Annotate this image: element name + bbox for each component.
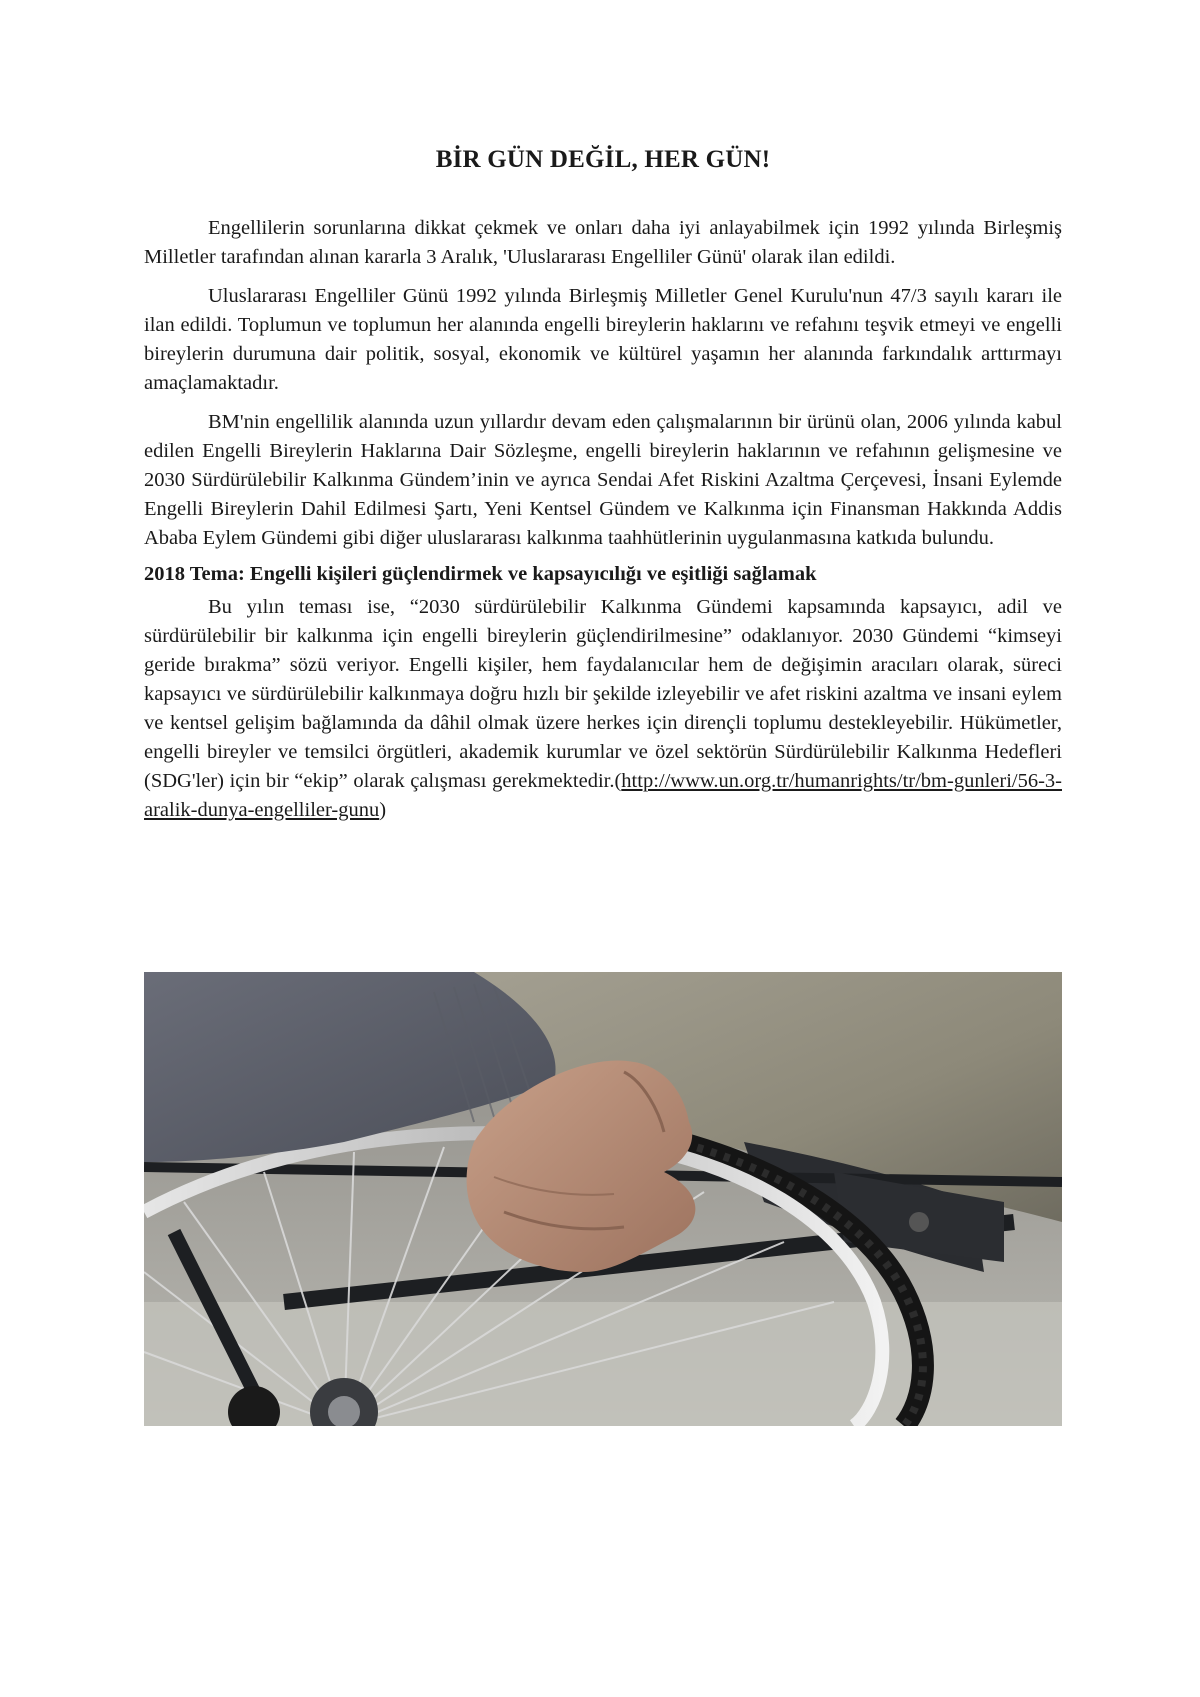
paragraph-intro: Engellilerin sorunlarına dikkat çekmek ve onları daha iyi anlayabilmek için 1992 yılında Birleşmiş Milletler tarafından alınan kararla 3 Aralık, 'Uluslararası Engelliler Günü' olarak ilan edildi.	[144, 217, 1062, 268]
source-open-paren: (	[614, 770, 622, 792]
paragraph-convention: BM'nin engellilik alanında uzun yıllardır devam eden çalışmalarının bir ürünü olan, 2006 yılında kabul edilen Engelli Bireylerin Haklarına Dair Sözleşme, engelli bireylerin haklarının ve refahının gelişmesine ve 2030 Sürdürülebilir Kalkınma Gündem’inin ve ayrıca Sendai Afet Riskini Azaltma Çerçevesi, İnsani Eylemde Engelli Bireylerin Dahil Edilmesi Şartı, Yeni Kentsel Gündem ve Kalkınma için Finansman Hakkında Addis Ababa Eylem Gündemi gibi diğer uluslararası kalkınma taahhütlerinin uygulanmasına katkıda bulundu.	[144, 411, 1062, 549]
photo-illustration	[144, 972, 1062, 1426]
theme-text: Bu yılın teması ise, “2030 sürdürülebilir Kalkınma Gündemi kapsamında kapsayıcı, adil ve sürdürülebilir bir kalkınma için engelli bireylerin güçlendirilmesine” odaklanıyor. 2030 Gündemi “kimseyi geride bırakma” sözü veriyor. Engelli kişiler, hem faydalanıcılar hem de değişimin aracıları olarak, süreci kapsayıcı ve sürdürülebilir kalkınmaya doğru hızlı bir şekilde izleyebilir ve afet riskini azaltma ve insani eylem ve kentsel gelişim bağlamında da dâhil olmak üzere herkes için dirençli toplumu destekleyebilir. Hükümetler, engelli bireyler ve temsilci örgütleri, akademik kurumlar ve özel sektörün Sürdürülebilir Kalkınma Hedefleri (SDG'ler) için bir “ekip” olarak çalışması gerekmektedir.	[144, 596, 1062, 792]
paragraph-history: Uluslararası Engelliler Günü 1992 yılında Birleşmiş Milletler Genel Kurulu'nun 47/3 sayılı kararı ile ilan edildi. Toplumun ve toplumun her alanında engelli bireylerin haklarını ve refahını teşvik etmeyi ve engelli bireylerin durumuna dair politik, sosyal, ekonomik ve kültürel yaşamın her alanında farkındalık arttırmayı amaçlamaktadır.	[144, 285, 1062, 394]
paragraph-theme	[144, 593, 1062, 825]
source-close-paren: )	[379, 799, 387, 821]
theme-heading: 2018 Tema: Engelli kişileri güçlendirmek ve kapsayıcılığı ve eşitliği sağlamak	[144, 563, 817, 585]
source-link[interactable]: http://www.un.org.tr/humanrights/tr/bm-gunleri/56-3-aralik-dunya-engelliler-gunu	[144, 770, 1062, 821]
wheelchair-hand-photo	[144, 972, 1062, 1426]
document-page	[144, 0, 1062, 825]
page-title: BİR GÜN DEĞİL, HER GÜN!	[435, 146, 771, 173]
